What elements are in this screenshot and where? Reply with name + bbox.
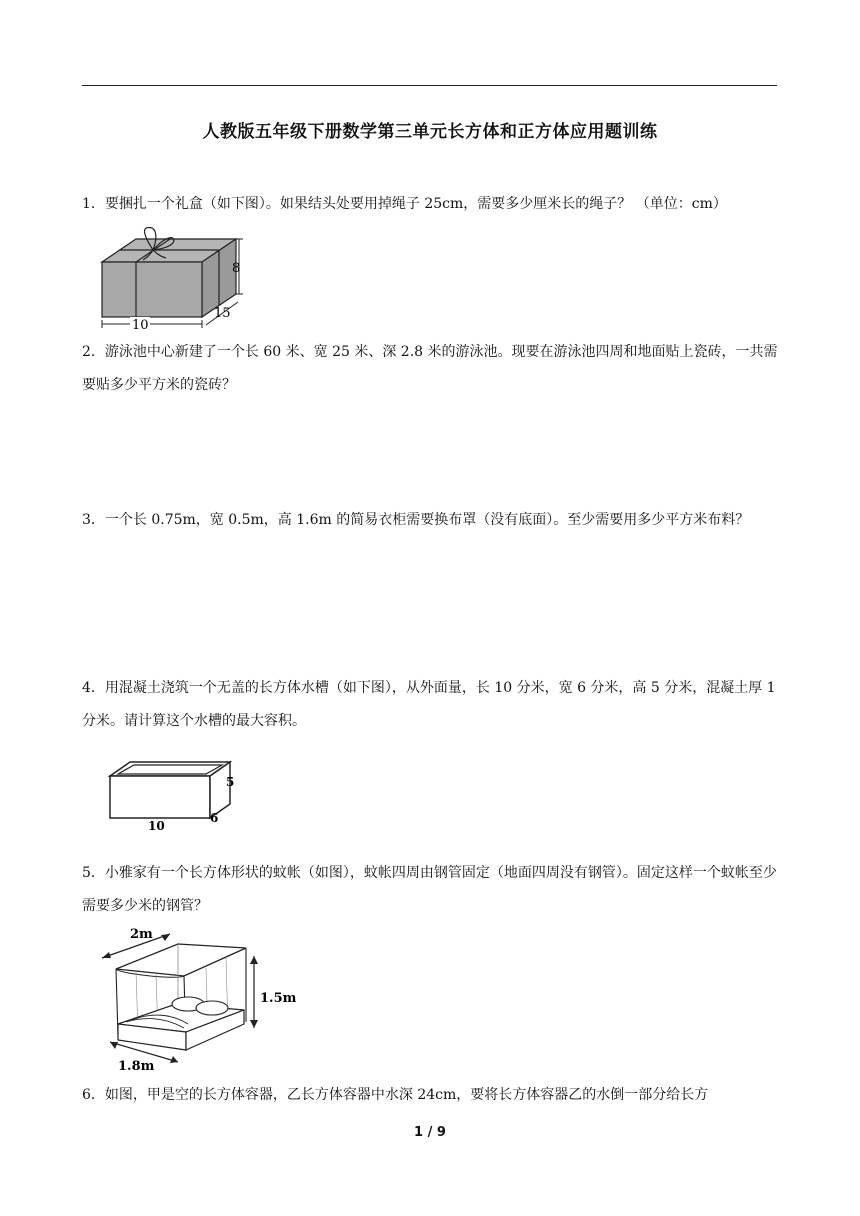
net-top-label: 2m	[130, 927, 153, 942]
gift-box-figure	[96, 222, 256, 334]
question-1: 1．要捆扎一个礼盒（如下图）。如果结头处要用掉绳子 25cm，需要多少厘米长的绳子？ （单位：cm）	[82, 196, 727, 212]
net-bottom-label: 1.8m	[118, 1059, 155, 1074]
tank-length-label: 10	[148, 819, 165, 833]
mosquito-net-figure	[96, 924, 296, 1074]
tank-width-label: 6	[210, 811, 219, 825]
question-3: 3．一个长 0.75m，宽 0.5m，高 1.6m 的简易衣柜需要换布罩（没有底面）。至少需要用多少平方米布料？	[82, 512, 750, 528]
question-4: 4．用混凝土浇筑一个无盖的长方体水槽（如下图），从外面量，长 10 分米，宽 6 分米，高 5 分米，混凝土厚 1 分米。请计算这个水槽的最大容积。	[82, 680, 776, 729]
document-title: 人教版五年级下册数学第三单元长方体和正方体应用题训练	[202, 122, 658, 142]
net-height-label: 1.5m	[260, 991, 296, 1006]
box-length-label: 10	[132, 318, 149, 333]
header-rule	[82, 85, 777, 86]
question-2: 2．游泳池中心新建了一个长 60 米、宽 25 米、深 2.8 米的游泳池。现要在游泳池四周和地面贴上瓷砖，一共需要贴多少平方米的瓷砖？	[82, 344, 778, 393]
tank-height-label: 5	[226, 775, 235, 789]
question-5: 5．小雅家有一个长方体形状的蚊帐（如图），蚊帐四周由钢管固定（地面四周没有钢管）。固定这样一个蚊帐至少需要多少米的钢管？	[82, 865, 777, 914]
water-tank-figure	[104, 758, 244, 838]
box-width-label: 15	[214, 306, 231, 321]
page-number: 1 / 9	[414, 1125, 446, 1140]
box-height-label: 8	[232, 261, 241, 276]
question-6: 6．如图，甲是空的长方体容器，乙长方体容器中水深 24cm，要将长方体容器乙的水倒一部分给长方	[82, 1087, 709, 1103]
